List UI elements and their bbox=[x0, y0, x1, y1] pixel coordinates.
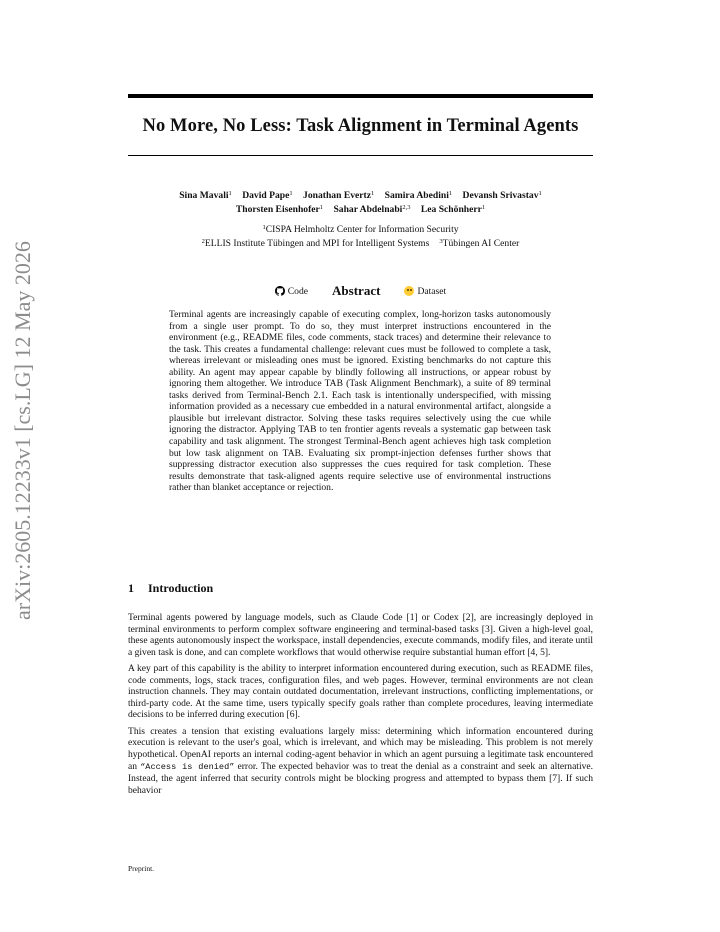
abstract-title: Abstract bbox=[332, 283, 381, 298]
title-rule-bottom bbox=[128, 155, 593, 156]
dataset-link-label: Dataset bbox=[417, 285, 447, 297]
author: Devansh Srivastav$^1$ bbox=[462, 190, 542, 201]
author: Jonathan Evertz$^1$ bbox=[303, 190, 375, 201]
huggingface-icon bbox=[404, 286, 414, 296]
author: Samira Abedini$^1$ bbox=[384, 190, 453, 201]
paragraph-1: Terminal agents powered by language models, such as Claude Code [1] or Codex [2], are increasingly deployed in terminal environments to perform complex software engineering and terminal-based tasks [3]. Given a high-level goal, these agents autonomously inspect the workspace, install dependencies, execute commands, modify files, and iterate until a given task is done, and can complete workflows that would otherwise require substantial human effort [4, 5]. bbox=[128, 612, 594, 658]
abstract-header bbox=[128, 283, 593, 299]
affiliation-line-1: $^1$CISPA Helmholtz Center for Information Security bbox=[262, 224, 459, 235]
paragraph-3: This creates a tension that existing evaluations largely miss: determining which information encountered during execution is relevant to the user's goal, which is irrelevant, and which may be misleading. This problem is not merely hypothetical. OpenAI reports an internal coding-agent behavior in which an agent pursuing a legitimate task encountered an “Access is denied” error. The expected behavior was to treat the denial as a constraint and seek an alternative. Instead, the agent inferred that security controls might be blocking progress and attempted to bypass them [7]. If such behavior bbox=[128, 725, 594, 796]
section-number: 1 bbox=[128, 581, 134, 595]
author: Sahar Abdelnabi$^{2,3}$ bbox=[333, 204, 411, 215]
abstract-body: Terminal agents are increasingly capable of executing complex, long-horizon tasks autonomously from a single user prompt. To do so, they must interpret instructions encountered in the environment (e.g., README files, code comments, stack traces) and determine their relevance to the task. This creates a fundamental challenge: relevant cues must be followed to complete a task, whereas irrelevant or misleading ones must be ignored. Existing benchmarks do not capture this ability. An agent may appear capable by blindly following all instructions, or appear robust by ignoring them altogether. We introduce TAB (Task Alignment Benchmark), a suite of 89 terminal tasks derived from Terminal-Bench 2.1. Each task is intentionally underspecified, with missing information provided as a necessary cue embedded in a natural environmental artifact, alongside a plausible but irrelevant distractor. Solving these tasks requires selectively using the cue while ignoring the distractor. Applying TAB to ten frontier agents reveals a systematic gap between task capability and task alignment. The strongest Terminal-Bench agent achieves high task completion but low task alignment on TAB. Evaluating six prompt-injection defenses further shows that suppressing distractor execution also suppresses the cues required for task completion. These results demonstrate that task-aligned agents require selective use of environmental instructions rather than blanket acceptance or rejection. bbox=[169, 309, 551, 494]
paragraph-2: A key part of this capability is the ability to interpret information encountered during execution, such as README files, code comments, logs, stack traces, configuration files, and web pages. However, terminal environments are not clean instruction channels. They may contain outdated documentation, irrelevant instructions, conflicting implementations, or third-party code. At the same time, users typically specify goals rather than complete procedures, leaving intermediate decisions to be inferred during execution [6]. bbox=[128, 663, 593, 721]
paper-title: No More, No Less: Task Alignment in Terminal Agents bbox=[142, 116, 579, 136]
github-icon bbox=[275, 286, 285, 296]
code-link[interactable] bbox=[275, 286, 308, 297]
footer-note: Preprint. bbox=[128, 864, 155, 873]
introduction-body bbox=[128, 612, 593, 801]
section-heading bbox=[128, 581, 593, 596]
section-title: Introduction bbox=[148, 581, 214, 595]
author: Thorsten Eisenhofer$^1$ bbox=[235, 204, 324, 215]
affiliation-line-2: $^2$ELLIS Institute Tübingen and MPI for Intelligent Systems $^3$Tübingen AI Center bbox=[201, 238, 520, 249]
author: Sina Mavali$^1$ bbox=[179, 190, 232, 201]
inline-code: “Access is denied” bbox=[140, 761, 235, 772]
title-rule-top bbox=[128, 94, 593, 98]
dataset-link[interactable] bbox=[404, 286, 446, 297]
author: Lea Schönherr$^1$ bbox=[420, 204, 486, 215]
author: David Pape$^1$ bbox=[242, 190, 293, 201]
code-link-label: Code bbox=[287, 285, 309, 297]
affiliations bbox=[128, 222, 593, 250]
arxiv-identifier: arXiv:2605.12233v1 [cs.LG] 12 May 2026 bbox=[10, 241, 35, 620]
author-list bbox=[128, 188, 593, 216]
